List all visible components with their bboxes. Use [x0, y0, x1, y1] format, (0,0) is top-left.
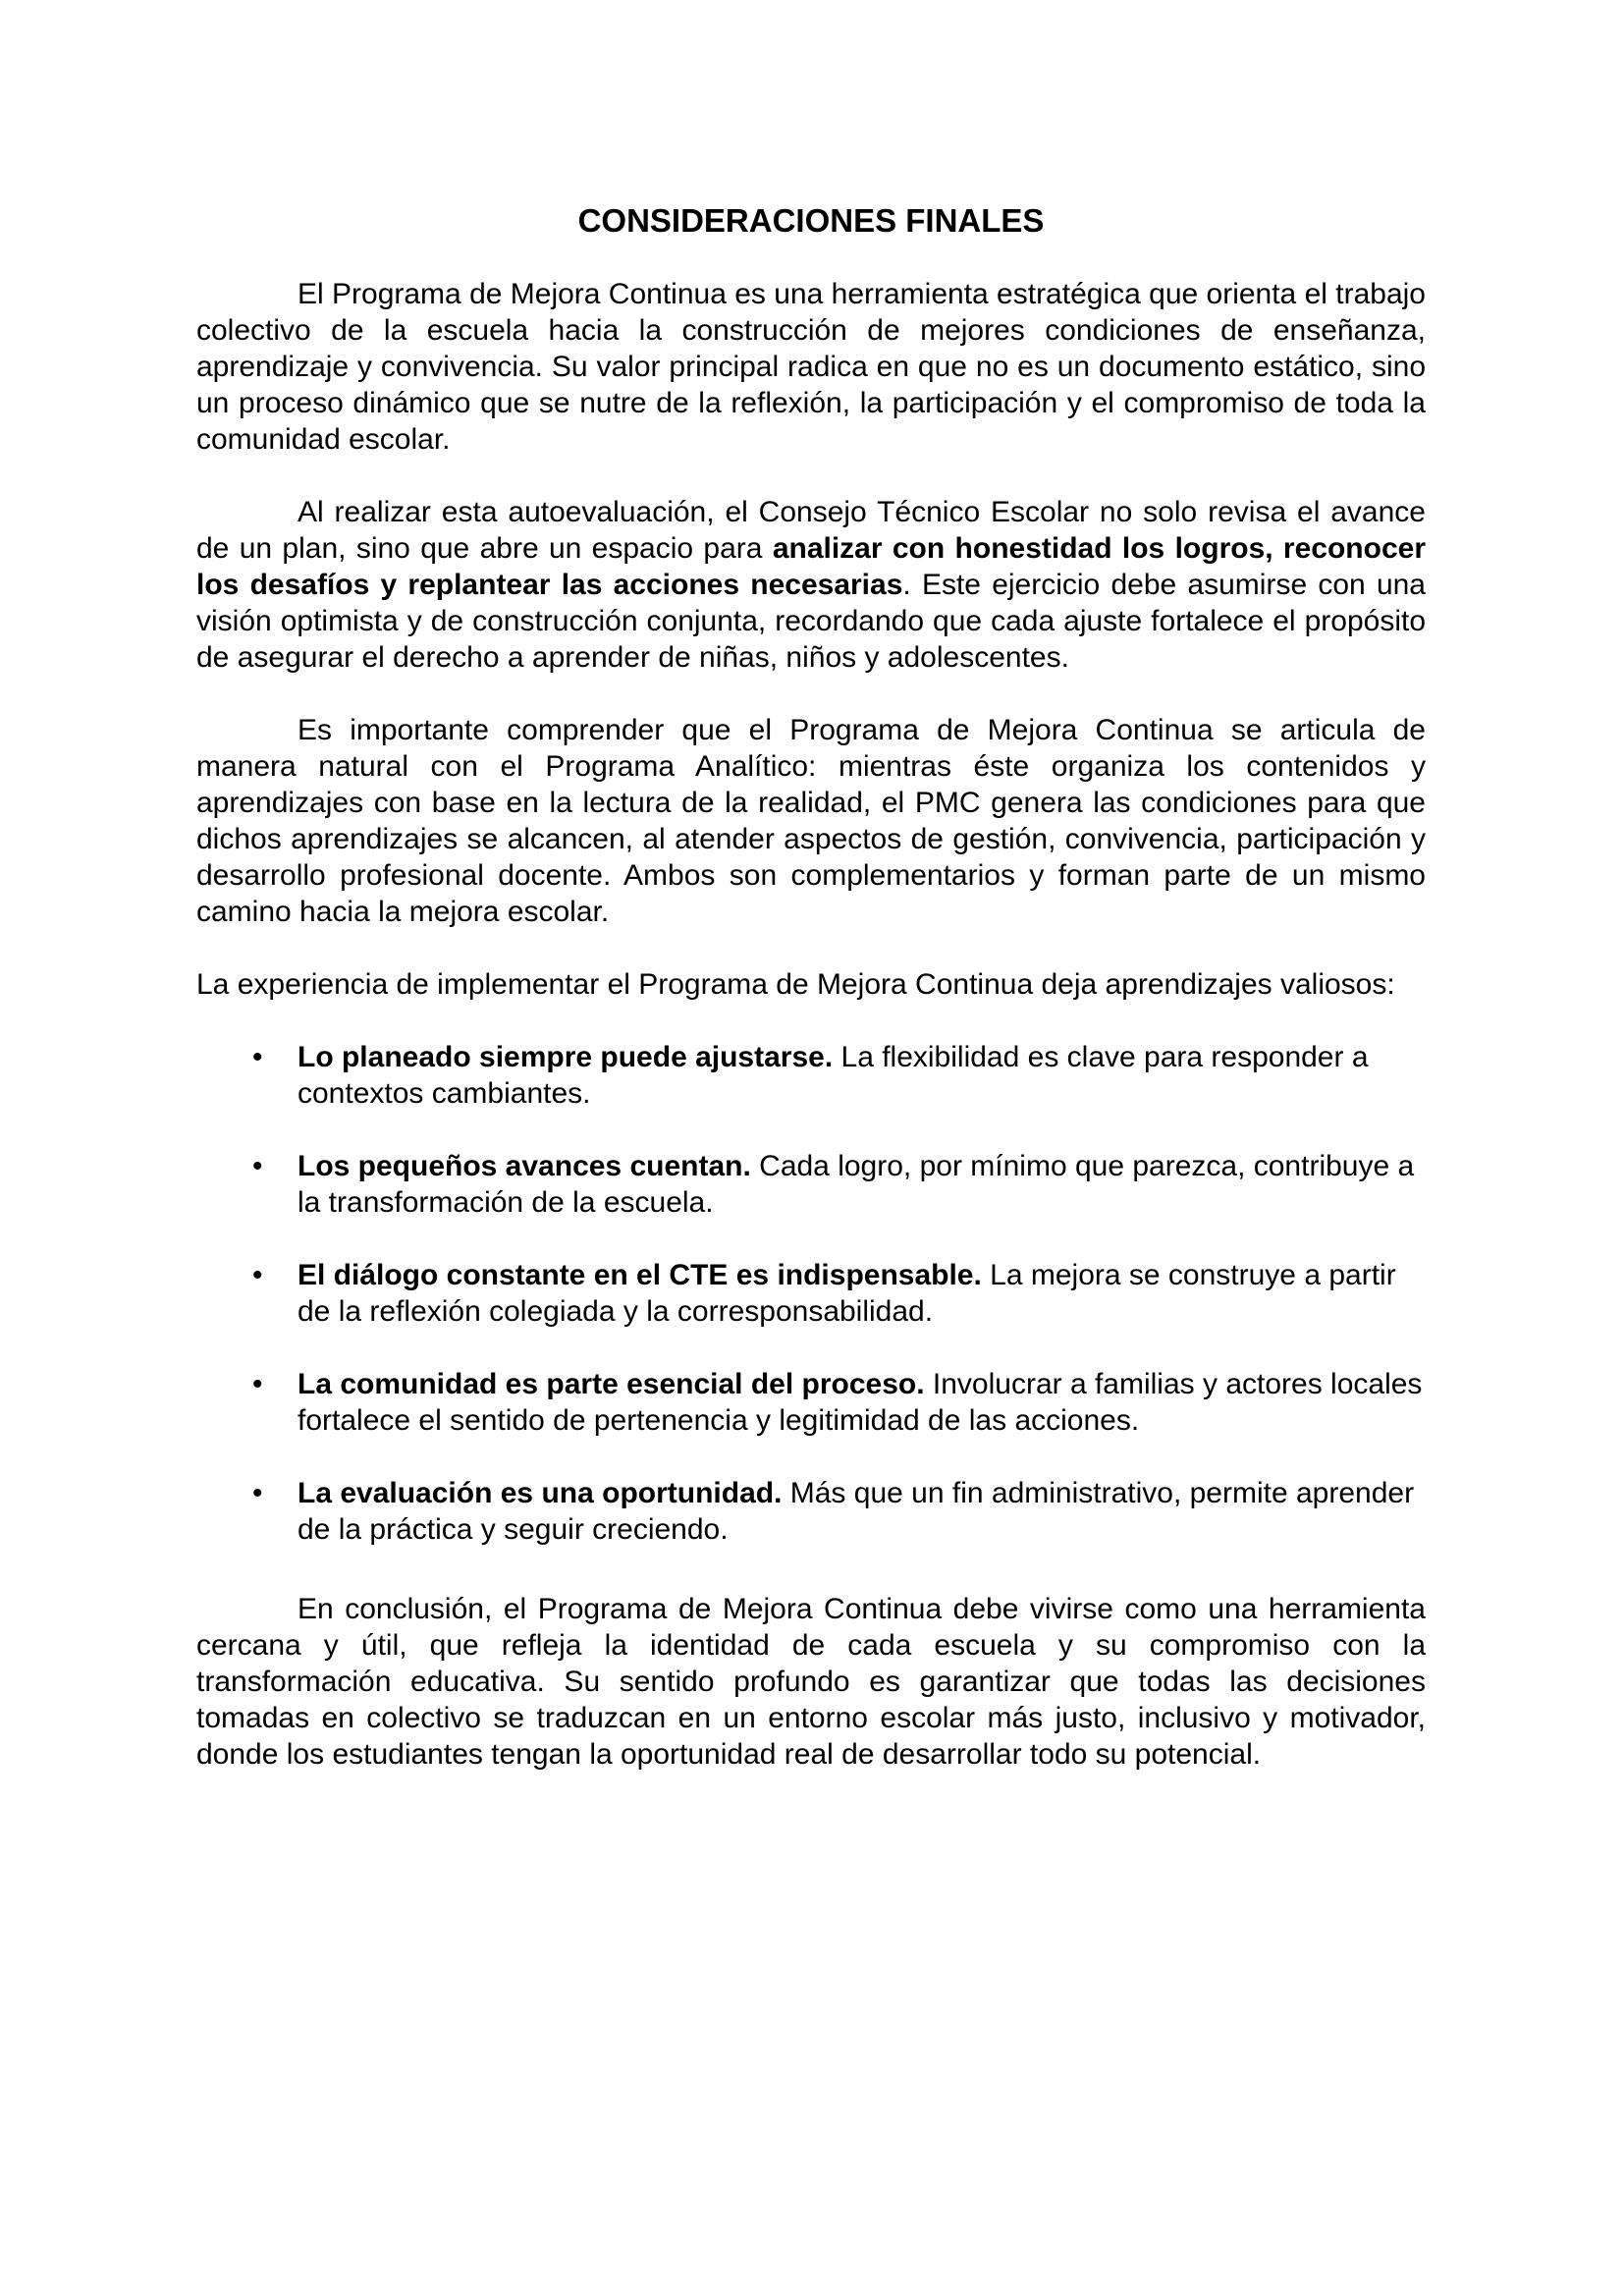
list-item: [252, 1148, 1426, 1221]
text-run: Al realizar esta autoevaluación, el Consejo Técnico Escolar no solo revisa el avance de un plan, sino que abre un espacio para: [196, 496, 1426, 565]
list-item: [252, 1039, 1426, 1112]
text-run: Es importante comprender que el Programa de Mejora Continua se articula de manera natural con el Programa Analítico: mientras éste organiza los contenidos y aprendizajes con base en la lectura de la realidad, el PMC genera las condiciones para que dichos aprendizajes se alcancen, al atender aspectos de gestión, convivencia, participación y desarrollo profesional docente. Ambos son complementarios y forman parte de un mismo camino hacia la mejora escolar.: [196, 714, 1426, 928]
text-run: La flexibilidad es clave para responder a contextos cambiantes.: [298, 1041, 1369, 1110]
paragraph: [196, 712, 1426, 930]
bold-text-run: La comunidad es parte esencial del proceso.: [298, 1368, 925, 1400]
list-item: [252, 1366, 1426, 1439]
paragraph: [196, 1591, 1426, 1773]
bullet-icon: •: [252, 1477, 263, 1509]
bold-text-run: Lo planeado siempre puede ajustarse.: [298, 1041, 834, 1073]
bullet-icon: •: [252, 1041, 263, 1073]
text-run: El Programa de Mejora Continua es una herramienta estratégica que orienta el trabajo colectivo de la escuela hacia la construcción de mejores condiciones de enseñanza, aprendizaje y convivencia. Su valor principal radica en que no es un documento estático, sino un proceso dinámico que se nutre de la reflexión, la participación y el compromiso de toda la comunidad escolar.: [196, 278, 1426, 456]
text-run: En conclusión, el Programa de Mejora Continua debe vivirse como una herramienta cercana y útil, que refleja la identidad de cada escuela y su compromiso con la transformación educativa. Su sentido profundo es garantizar que todas las decisiones tomadas en colectivo se traduzcan en un entorno escolar más justo, inclusivo y motivador, donde los estudiantes tengan la oportunidad real de desarrollar todo su potencial.: [196, 1593, 1426, 1771]
bold-text-run: El diálogo constante en el CTE es indispensable.: [298, 1259, 982, 1291]
bold-text-run: Los pequeños avances cuentan.: [298, 1150, 751, 1182]
text-run: Involucrar a familias y actores locales fortalece el sentido de pertenencia y legitimidad de las acciones.: [298, 1368, 1423, 1437]
text-run: . Este ejercicio debe asumirse con una visión optimista y de construcción conjunta, recordando que cada ajuste fortalece el propósito de asegurar el derecho a aprender de niñas, niños y adolescentes.: [196, 569, 1426, 674]
text-run: La experiencia de implementar el Programa de Mejora Continua deja aprendizajes valiosos:: [196, 968, 1395, 1001]
text-run: Cada logro, por mínimo que parezca, contribuye a la transformación de la escuela.: [298, 1150, 1415, 1219]
bullet-icon: •: [252, 1259, 263, 1291]
text-run: Más que un fin administrativo, permite aprender de la práctica y seguir creciendo.: [298, 1477, 1415, 1546]
text-run: La mejora se construye a partir de la reflexión colegiada y la corresponsabilidad.: [298, 1259, 1396, 1328]
document-body: [196, 276, 1426, 1773]
paragraph: [196, 494, 1426, 676]
bullet-list: [196, 1039, 1426, 1548]
bullet-icon: •: [252, 1150, 263, 1182]
paragraph: [196, 276, 1426, 458]
bullet-icon: •: [252, 1368, 263, 1400]
paragraph: [196, 966, 1426, 1003]
bold-text-run: analizar con honestidad los logros, reconocer los desafíos y replantear las acciones necesarias: [196, 532, 1426, 601]
list-item: [252, 1475, 1426, 1548]
list-item: [252, 1257, 1426, 1330]
document-title: CONSIDERACIONES FINALES: [577, 202, 1045, 239]
bold-text-run: La evaluación es una oportunidad.: [298, 1477, 783, 1509]
